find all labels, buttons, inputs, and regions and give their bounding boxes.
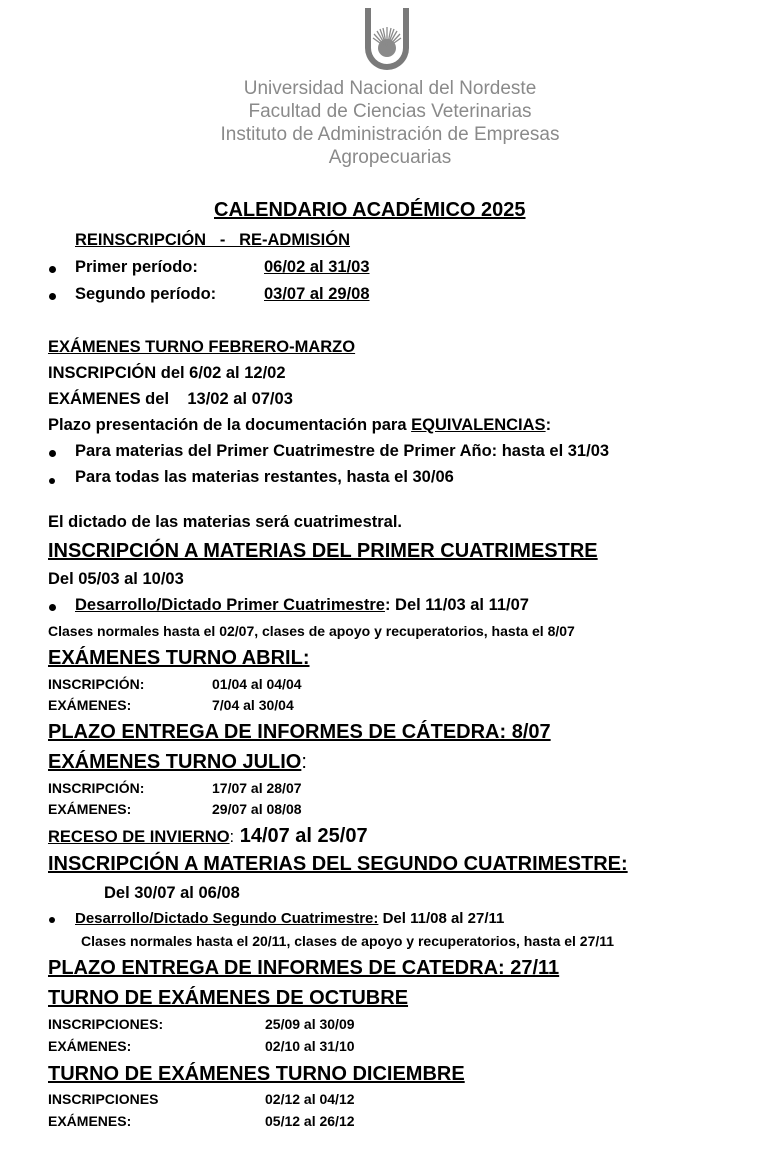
julio-heading-text: EXÁMENES TURNO JULIO <box>48 751 302 773</box>
diciembre-inscripcion-label: INSCRIPCIONES <box>48 1091 159 1107</box>
header-faculty: Facultad de Ciencias Veterinarias <box>248 101 532 122</box>
diciembre-examenes-label: EXÁMENES: <box>48 1113 132 1129</box>
equivalencias-item-1: Para materias del Primer Cuatrimestre de Primer Año: hasta el 31/03 <box>75 442 610 460</box>
equivalencias-plazo-text: Plazo presentación de la documentación para <box>48 416 412 434</box>
abril-inscripcion-label: INSCRIPCIÓN: <box>48 676 145 692</box>
primer-cuatrimestre-heading: INSCRIPCIÓN A MATERIAS DEL PRIMER CUATRIMESTRE <box>48 540 598 562</box>
octubre-inscripcion-label: INSCRIPCIONES: <box>48 1016 164 1032</box>
julio-inscripcion-value: 17/07 al 28/07 <box>212 780 302 796</box>
plazo-catedra-2: PLAZO ENTREGA DE INFORMES DE CATEDRA: 27/11 <box>48 957 560 979</box>
primer-clases-note: Clases normales hasta el 02/07, clases de apoyo y recuperatorios, hasta el 8/07 <box>48 623 575 639</box>
dictado-note: El dictado de las materias será cuatrimestral. <box>48 513 403 531</box>
julio-heading-colon: : <box>301 751 307 773</box>
header-institute-cont: Agropecuarias <box>328 147 452 168</box>
abril-inscripcion-value: 01/04 al 04/04 <box>212 676 302 692</box>
segundo-desarrollo-label: Desarrollo/Dictado Segundo Cuatrimestre: <box>75 910 379 927</box>
bullet-icon <box>49 604 56 611</box>
segundo-clases-note: Clases normales hasta el 20/11, clases de apoyo y recuperatorios, hasta el 27/11 <box>81 933 615 949</box>
abril-examenes-value: 7/04 al 30/04 <box>212 697 294 713</box>
receso-label: RECESO DE INVIERNO <box>48 828 230 846</box>
segundo-cuatrimestre-fechas: Del 30/07 al 06/08 <box>104 884 240 902</box>
receso-colon: : <box>229 828 235 846</box>
primer-periodo-label: Primer período: <box>75 258 198 276</box>
institution-header <box>0 77 768 169</box>
feb-marzo-inscripcion: INSCRIPCIÓN del 6/02 al 12/02 <box>48 364 286 382</box>
abril-heading: EXÁMENES TURNO ABRIL: <box>48 647 310 669</box>
feb-marzo-heading: EXÁMENES TURNO FEBRERO-MARZO <box>48 338 356 356</box>
bullet-icon <box>49 917 55 923</box>
diciembre-examenes-value: 05/12 al 26/12 <box>265 1113 355 1129</box>
bullet-icon <box>49 478 55 484</box>
equivalencias-label: EQUIVALENCIAS <box>411 416 546 434</box>
diciembre-inscripcion-value: 02/12 al 04/12 <box>265 1091 355 1107</box>
julio-examenes-value: 29/07 al 08/08 <box>212 801 302 817</box>
diciembre-heading: TURNO DE EXÁMENES TURNO DICIEMBRE <box>48 1063 465 1085</box>
reinscripcion-heading: REINSCRIPCIÓN - RE-ADMISIÓN <box>75 231 351 249</box>
primer-periodo-value: 06/02 al 31/03 <box>264 258 370 276</box>
abril-examenes-label: EXÁMENES: <box>48 697 132 713</box>
header-institute: Instituto de Administración de Empresas <box>220 124 560 145</box>
segundo-periodo-label: Segundo período: <box>75 285 217 303</box>
primer-cuatrimestre-fechas: Del 05/03 al 10/03 <box>48 570 184 588</box>
primer-desarrollo <box>75 596 529 615</box>
julio-heading <box>48 751 307 774</box>
primer-desarrollo-label: Desarrollo/Dictado Primer Cuatrimestre <box>75 596 385 614</box>
plazo-catedra-1: PLAZO ENTREGA DE INFORMES DE CÁTEDRA: 8/07 <box>48 721 551 743</box>
equivalencias-colon: : <box>545 416 552 434</box>
feb-marzo-examenes: EXÁMENES del 13/02 al 07/03 <box>48 390 293 408</box>
equivalencias-plazo <box>48 416 551 435</box>
receso-invierno <box>48 825 368 848</box>
header-university: Universidad Nacional del Nordeste <box>243 78 537 99</box>
receso-value: 14/07 al 25/07 <box>234 825 368 847</box>
page-title: CALENDARIO ACADÉMICO 2025 <box>214 199 526 221</box>
octubre-heading: TURNO DE EXÁMENES DE OCTUBRE <box>48 987 409 1009</box>
octubre-inscripcion-value: 25/09 al 30/09 <box>265 1016 355 1032</box>
segundo-desarrollo-value: Del 11/08 al 27/11 <box>378 910 505 927</box>
bullet-icon <box>49 266 56 273</box>
segundo-cuatrimestre-heading: INSCRIPCIÓN A MATERIAS DEL SEGUNDO CUATRIMESTRE: <box>48 853 628 875</box>
bullet-icon <box>49 450 56 457</box>
bullet-icon <box>49 293 56 300</box>
julio-inscripcion-label: INSCRIPCIÓN: <box>48 780 145 796</box>
octubre-examenes-label: EXÁMENES: <box>48 1038 132 1054</box>
segundo-desarrollo <box>75 910 504 927</box>
julio-examenes-label: EXÁMENES: <box>48 801 132 817</box>
segundo-periodo-value: 03/07 al 29/08 <box>264 285 370 303</box>
octubre-examenes-value: 02/10 al 31/10 <box>265 1038 355 1054</box>
equivalencias-item-2: Para todas las materias restantes, hasta el 30/06 <box>75 468 454 486</box>
primer-desarrollo-value: : Del 11/03 al 11/07 <box>384 596 529 614</box>
university-logo <box>362 8 412 70</box>
